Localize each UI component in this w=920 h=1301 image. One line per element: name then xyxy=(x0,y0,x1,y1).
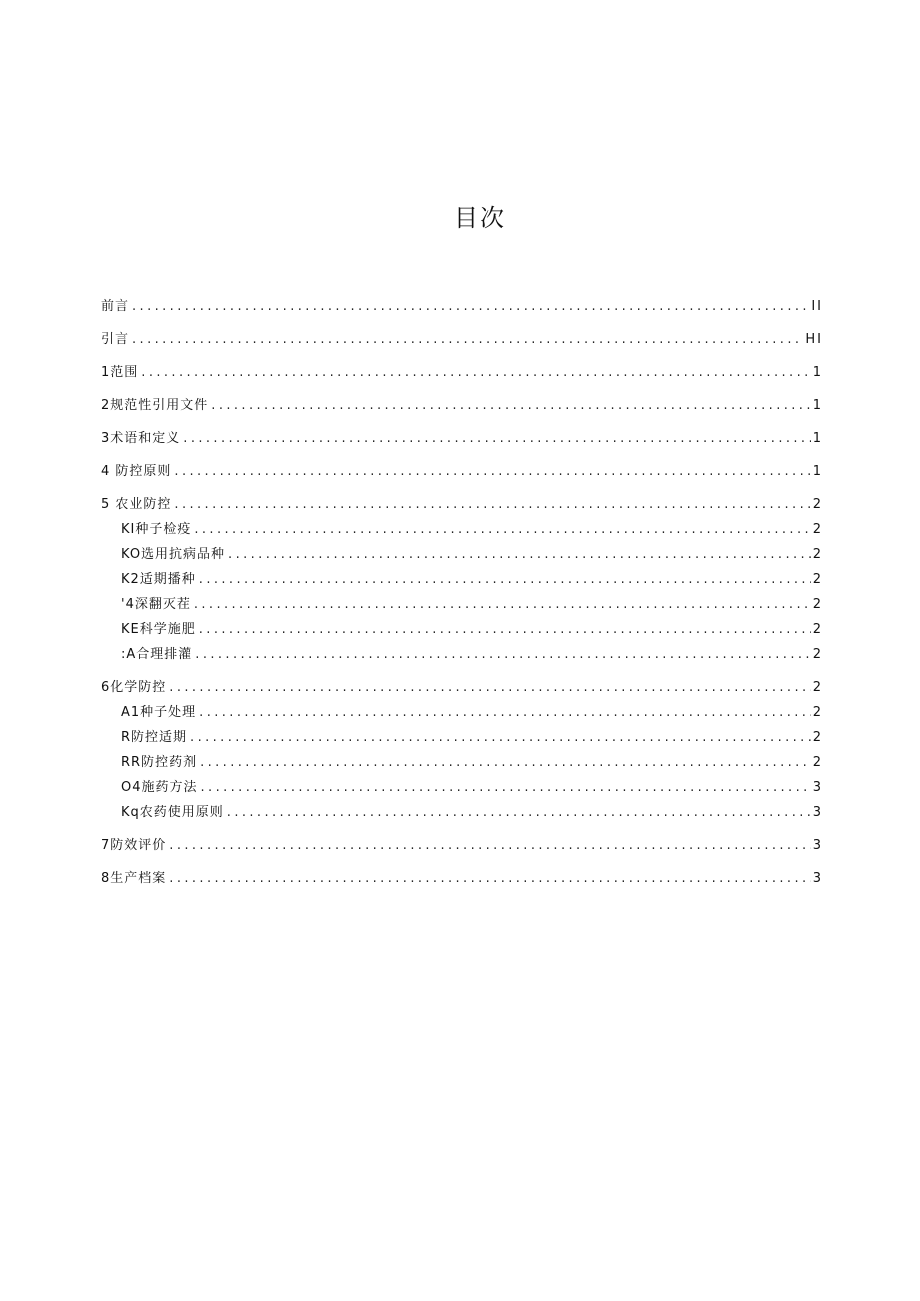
toc-subentry[interactable] xyxy=(101,642,823,667)
toc-entry-page: HI xyxy=(805,332,823,347)
toc-entry-page: II xyxy=(811,299,823,314)
toc-subentry[interactable] xyxy=(101,567,823,592)
toc-entry-label: R防控适期 xyxy=(121,730,188,745)
toc-subentry[interactable] xyxy=(101,700,823,725)
toc-subentry[interactable] xyxy=(101,750,823,775)
toc-leader-dots xyxy=(201,775,811,800)
toc-leader-dots xyxy=(199,617,811,642)
toc-entry-label: :A合理排灌 xyxy=(121,647,193,662)
toc-entry-label: 2规范性引用文件 xyxy=(101,398,209,413)
toc-entry-page: 2 xyxy=(812,680,823,695)
toc-entry-label: 7防效评价 xyxy=(101,838,167,853)
toc-leader-dots xyxy=(200,750,811,775)
toc-entry[interactable] xyxy=(101,294,823,319)
toc-entry-label: 3术语和定义 xyxy=(101,431,181,446)
toc-entry-page: 3 xyxy=(812,805,823,820)
toc-entry-label: O4施药方法 xyxy=(121,780,198,795)
toc-subentry[interactable] xyxy=(101,517,823,542)
toc-entry[interactable] xyxy=(101,675,823,700)
toc-leader-dots xyxy=(169,866,810,891)
toc-entry-page: 1 xyxy=(812,365,823,380)
toc-entry-label: 8生产档案 xyxy=(101,871,167,886)
toc-leader-dots xyxy=(211,393,810,418)
toc-entry-page: 3 xyxy=(812,780,823,795)
toc-leader-dots xyxy=(190,725,811,750)
toc-leader-dots xyxy=(195,642,810,667)
toc-entry-page: 1 xyxy=(812,398,823,413)
toc-entry-label: A1种子处理 xyxy=(121,705,197,720)
toc-entry-page: 1 xyxy=(812,464,823,479)
toc-entry[interactable] xyxy=(101,327,823,352)
toc-entry-page: 2 xyxy=(812,572,823,587)
toc-leader-dots xyxy=(169,833,810,858)
toc-leader-dots xyxy=(174,492,810,517)
toc-entry-label: 引言 xyxy=(101,332,130,347)
toc-subentry[interactable] xyxy=(101,800,823,825)
toc-entry-label: '4深翻灭茬 xyxy=(121,597,191,612)
toc-entry-page: 2 xyxy=(812,730,823,745)
page-title: 目次 xyxy=(454,204,506,232)
toc-entry-page: 2 xyxy=(812,597,823,612)
toc-entry[interactable] xyxy=(101,459,823,484)
toc-leader-dots xyxy=(132,327,803,352)
toc-entry-label: K2适期播种 xyxy=(121,572,196,587)
toc-entry-label: 6化学防控 xyxy=(101,680,167,695)
toc-leader-dots xyxy=(174,459,810,484)
toc-leader-dots xyxy=(194,517,810,542)
toc-entry-label: KE科学施肥 xyxy=(121,622,196,637)
toc-entry-page: 2 xyxy=(812,522,823,537)
toc-entry-page: 3 xyxy=(812,871,823,886)
table-of-contents xyxy=(101,286,823,891)
toc-entry-label: RR防控药剂 xyxy=(121,755,198,770)
toc-entry-page: 3 xyxy=(812,838,823,853)
toc-leader-dots xyxy=(199,700,811,725)
toc-entry[interactable] xyxy=(101,393,823,418)
toc-entry-page: 2 xyxy=(812,622,823,637)
toc-entry-label: Kq农药使用原则 xyxy=(121,805,224,820)
toc-entry-label: KO选用抗病品种 xyxy=(121,547,226,562)
toc-entry-label: 1范围 xyxy=(101,365,139,380)
toc-entry[interactable] xyxy=(101,866,823,891)
toc-subentry[interactable] xyxy=(101,617,823,642)
toc-leader-dots xyxy=(228,542,811,567)
toc-leader-dots xyxy=(194,592,811,617)
toc-subentry[interactable] xyxy=(101,775,823,800)
toc-leader-dots xyxy=(199,567,811,592)
toc-subentry[interactable] xyxy=(101,592,823,617)
toc-subentry[interactable] xyxy=(101,725,823,750)
toc-entry[interactable] xyxy=(101,426,823,451)
toc-entry-label: 前言 xyxy=(101,299,130,314)
toc-entry-page: 2 xyxy=(812,705,823,720)
toc-subentry[interactable] xyxy=(101,542,823,567)
toc-leader-dots xyxy=(183,426,810,451)
toc-entry-page: 2 xyxy=(812,547,823,562)
toc-leader-dots xyxy=(132,294,809,319)
toc-entry[interactable] xyxy=(101,492,823,517)
toc-entry-label: 5 农业防控 xyxy=(101,497,172,512)
toc-leader-dots xyxy=(169,675,810,700)
toc-entry-label: KI种子检疫 xyxy=(121,522,192,537)
toc-entry-page: 2 xyxy=(812,755,823,770)
toc-entry-page: 1 xyxy=(812,431,823,446)
toc-entry[interactable] xyxy=(101,360,823,385)
toc-entry-label: 4 防控原则 xyxy=(101,464,172,479)
toc-entry-page: 2 xyxy=(812,497,823,512)
toc-entry[interactable] xyxy=(101,833,823,858)
toc-entry-page: 2 xyxy=(812,647,823,662)
toc-leader-dots xyxy=(227,800,811,825)
toc-leader-dots xyxy=(141,360,810,385)
